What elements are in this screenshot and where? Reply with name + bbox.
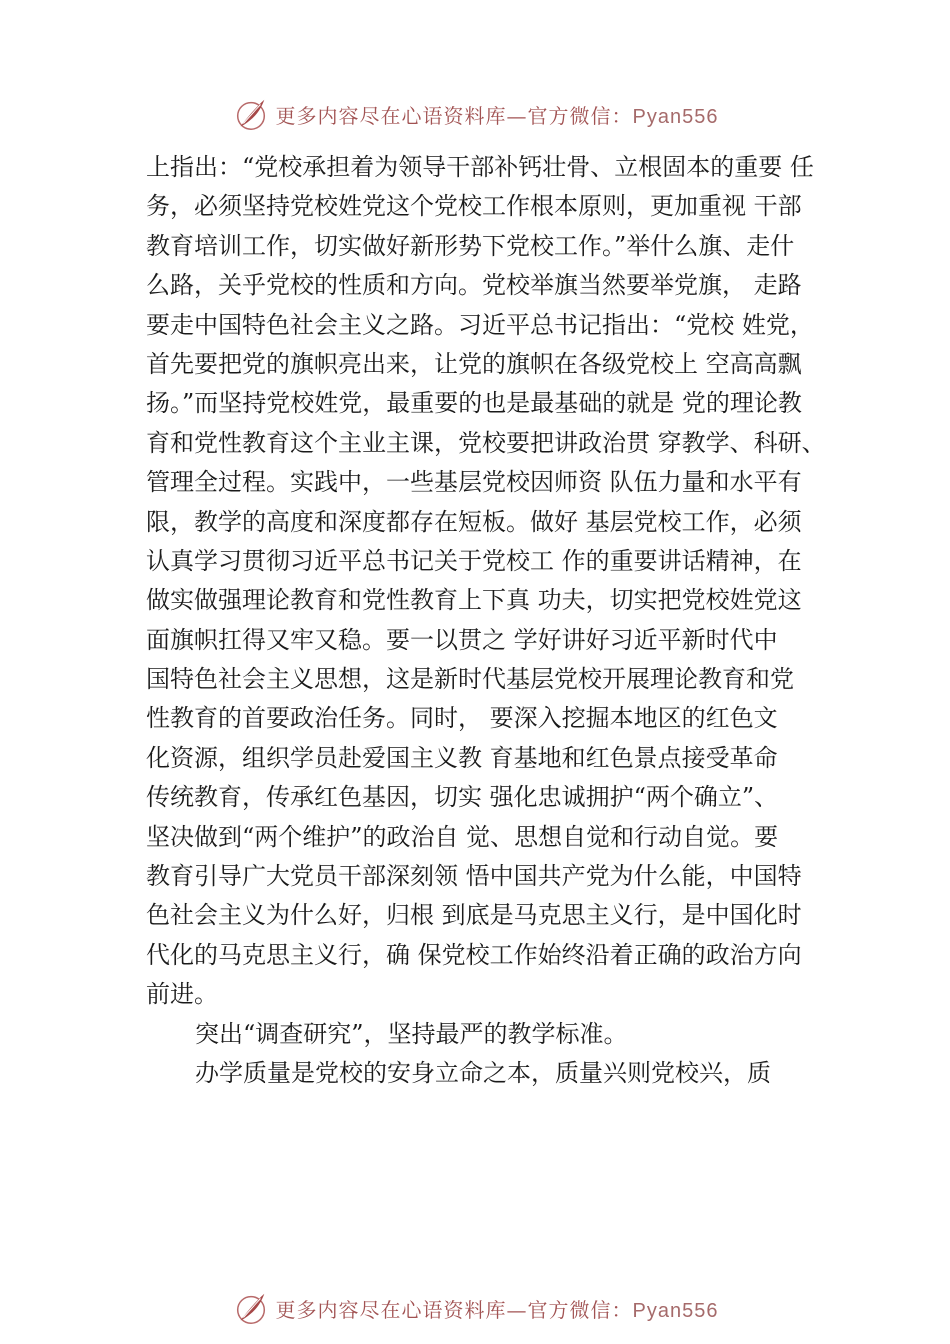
text-line: 做实做强理论教育和党性教育上下真 功夫，切实把党校姓党这 xyxy=(146,586,802,615)
feather-seal-icon xyxy=(232,95,270,133)
header-banner xyxy=(0,94,950,134)
text-line: 色社会主义为什么好，归根 到底是马克思主义行，是中国化时 xyxy=(146,901,802,930)
text-line: 务，必须坚持党校姓党这个党校工作根本原则，更加重视 干部 xyxy=(146,192,802,221)
text-line: 认真学习贯彻习近平总书记关于党校工 作的重要讲话精神，在 xyxy=(146,546,802,575)
text-line: 上指出：“党校承担着为领导干部补钙壮骨、立根固本的重要 任 xyxy=(146,153,814,181)
paragraph-2-heading xyxy=(146,1015,846,1054)
text-line: 传统教育，传承红色基因，切实 强化忠诚拥护“两个确立”、 xyxy=(146,783,779,812)
text-line: 代化的马克思主义行，确 保党校工作始终沿着正确的政治方向 xyxy=(146,940,802,969)
text-line: 性教育的首要政治任务。同时， 要深入挖掘本地区的红色文 xyxy=(146,704,778,733)
text-line: 么路，关乎党校的性质和方向。党校举旗当然要举党旗， 走路 xyxy=(146,271,802,300)
text-line: 教育引导广大党员干部深刻领 悟中国共产党为什么能，中国特 xyxy=(146,862,802,891)
text-line: 化资源，组织学员赴爱国主义教 育基地和红色景点接受革命 xyxy=(146,743,778,772)
paragraph-3 xyxy=(146,1054,846,1093)
text-line: 面旗帜扛得又牢又稳。要一以贯之 学好讲好习近平新时代中 xyxy=(146,625,778,654)
footer-banner-text: 更多内容尽在心语资料库—官方微信：Pyan556 xyxy=(275,1297,719,1322)
text-line: 办学质量是党校的安身立命之本，质量兴则党校兴，质 xyxy=(195,1058,771,1087)
text-line: 突出“调查研究”，坚持最严的教学标准。 xyxy=(195,1019,628,1048)
footer-banner xyxy=(0,1288,950,1328)
text-line: 前进。 xyxy=(146,980,218,1009)
text-line: 限，教学的高度和深度都存在短板。做好 基层党校工作，必须 xyxy=(146,507,802,536)
feather-seal-icon xyxy=(232,1289,270,1327)
text-line: 坚决做到“两个维护”的政治自 觉、思想自觉和行动自觉。要 xyxy=(146,822,779,851)
text-line: 教育培训工作，切实做好新形势下党校工作。”举什么旗、走什 xyxy=(146,231,795,260)
text-line: 扬。”而坚持党校姓党，最重要的也是最基础的就是 党的理论教 xyxy=(146,389,802,418)
text-line: 育和党性教育这个主业主课，党校要把讲政治贯 穿教学、科研、 xyxy=(146,428,826,457)
header-banner-text: 更多内容尽在心语资料库—官方微信：Pyan556 xyxy=(275,103,719,128)
text-line: 管理全过程。实践中，一些基层党校因师资 队伍力量和水平有 xyxy=(146,468,802,497)
paragraph-1 xyxy=(146,148,846,1015)
document-body xyxy=(146,148,846,1093)
text-line: 要走中国特色社会主义之路。习近平总书记指出：“党校 姓党， xyxy=(146,310,814,339)
text-line: 首先要把党的旗帜亮出来，让党的旗帜在各级党校上 空高高飘 xyxy=(146,349,802,378)
text-line: 国特色社会主义思想，这是新时代基层党校开展理论教育和党 xyxy=(146,665,794,694)
